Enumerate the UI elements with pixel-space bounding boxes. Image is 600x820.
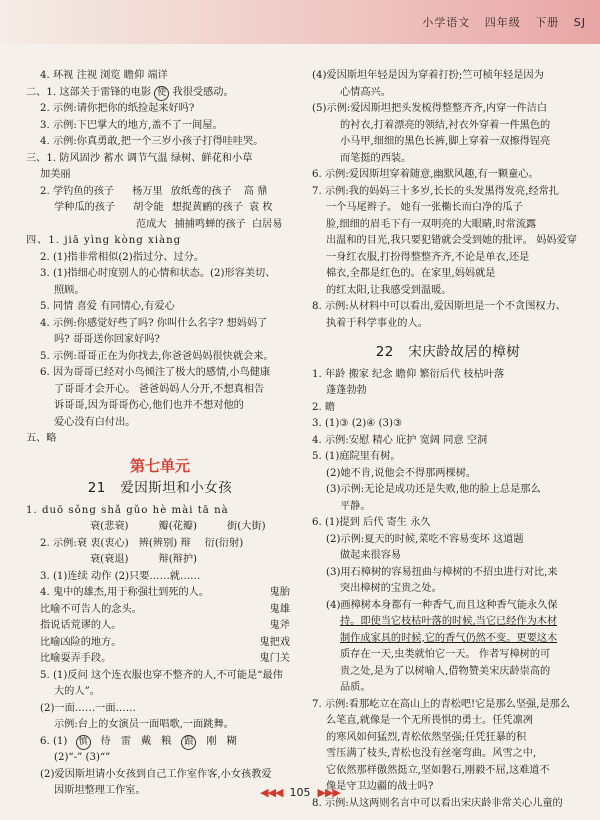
- answer-line: 6. 因为哥哥已经对小鸟倾注了极大的感情,小鸟健康: [40, 367, 271, 378]
- page-header: [412, 14, 586, 30]
- answer-line: 平静。: [340, 500, 371, 512]
- answer-line: (4)画樟树本身都有一种香气,而且这种香气能永久保: [326, 599, 558, 611]
- answer-line: 4. 示例:你真勇敢,把一个三岁小孩子打得哇哇哭。: [40, 136, 264, 147]
- option-char: 跟: [181, 735, 196, 750]
- answer-line: 雪压满了枝头,青松也没有丝毫弯曲。风雪之中,: [326, 748, 537, 759]
- char-group-row: 衰(悲衰) 瓣(花瓣) 街(大街): [90, 521, 266, 532]
- matching-row: 2. 学钓鱼的孩子 杨万里 放纸鸢的孩子 高 鼎: [40, 185, 268, 197]
- answer-line: 示例:台上的女演员一面唱歌,一面跳舞。: [54, 719, 234, 730]
- answer-line: 制作成家具的时候,它的香气仍然不变。更要这木: [340, 632, 558, 644]
- answer-line: 一个马尾辫子。 她有一张椭长而白净的瓜子: [326, 202, 523, 213]
- answer-line: (2)一面……一面……: [40, 702, 136, 714]
- answer-line: 4. 环视 注视 浏览 瞻仰 端详: [40, 70, 168, 81]
- answer-line: 蓬蓬勃勃: [326, 385, 367, 396]
- answer-line: 6. (1)提到 后代 寄生 永久: [312, 517, 431, 528]
- answer-line: 的红太阳,让我感受到温暖。: [326, 284, 452, 296]
- answer-line: 因斯坦整理工作室。: [54, 785, 146, 796]
- answer-line: 3. (1)连续 动作 (2)只要……就……: [40, 570, 201, 582]
- answer-line: 脸,细细的眉毛下有一双明亮的大眼睛,时常流露: [326, 218, 537, 230]
- option-char: 刚: [206, 735, 217, 747]
- option-char: 待: [100, 735, 111, 747]
- answer-line: 2. 瞻: [312, 401, 336, 413]
- char-group-row: 2. 示例:衰 衷(衷心) 辨(辨别) 辩 衍(衍射): [40, 537, 244, 549]
- matching-row: 4. 鬼中的雄杰,用于称强壮到死的人。 鬼胎: [40, 587, 290, 598]
- answer-line: 持。即使当它枝枯叶落的时候,当它已经作为木材: [340, 616, 558, 627]
- answer-line: (2)“-” (3)“”: [54, 752, 111, 763]
- answer-line: 照顾。: [54, 284, 85, 296]
- header-subject: 小学语文: [422, 16, 471, 29]
- answer-line: (3)示例:无论是成功还是失败,他的脸上总是那么: [326, 484, 541, 495]
- answer-line: 5. (1)反问 这个连衣服也穿不整齐的人,不可能是“最伟: [40, 669, 283, 681]
- answer-line: 爱心没有白付出。: [54, 416, 136, 428]
- answer-line: 突出樟树的宝贵之处。: [340, 583, 442, 594]
- answer-line: 7. 示例:看那屹立在高山上的青松吧!它是那么坚强,是那么: [312, 698, 571, 710]
- page-number: 105: [289, 786, 311, 799]
- lesson-number: 21: [87, 480, 106, 496]
- option-char: 戴: [141, 735, 152, 747]
- char-circle-row: 6. (1) 慎 待 雷 戴 粮 跟 刚 糊: [26, 734, 294, 751]
- answer-line: 2. (1)指非常相似(2)指过分、过分。: [40, 251, 205, 263]
- matching-row: 范成大 捕捕鸣蝉的孩子 白居易: [136, 218, 283, 230]
- answer-line: 做起来很容易: [340, 550, 402, 561]
- answer-line: 执着于科学事业的人。: [326, 317, 428, 329]
- answer-line: 它依然那样傲然挺立,坚如磐石,刚毅不屈,这难道不: [326, 764, 550, 776]
- char-group-row: 衰(衰退) 辩(辩护): [90, 554, 198, 565]
- prev-arrows-icon: ◀◀◀: [260, 786, 283, 799]
- unit-title: 第七单元: [129, 456, 190, 475]
- answer-line: 诉哥哥,因为哥哥伤心,他们也并不想对他的: [54, 400, 244, 411]
- answer-line: 五、略: [26, 433, 57, 444]
- header-edition: SJ: [573, 16, 586, 29]
- option-char: 雷: [120, 735, 132, 747]
- answer-line: 5. 示例:哥哥正在为你找去,你爸爸妈妈很快就会来。: [40, 350, 274, 362]
- answer-line: 品质。: [340, 682, 371, 693]
- matching-row: 比喻凶险的地方。 鬼把戏: [40, 636, 290, 648]
- answer-line: 4. 示例:安慰 精心 庇护 宽阔 同意 空洞: [312, 434, 488, 446]
- lesson-name: 宋庆龄故居的樟树: [408, 344, 521, 360]
- answer-line: 的寒风如何猛烈,青松依然坚强;任凭狂暴的积: [326, 731, 527, 743]
- lesson-number: 22: [375, 344, 394, 360]
- header-grade: 四年级: [484, 16, 521, 29]
- answer-line: 心情高兴。: [340, 86, 391, 98]
- answer-line: (5)示例:爱因斯坦把头发梳得整整齐齐,内穿一件洁白: [312, 103, 548, 114]
- answer-line: (2)示例:夏天的时候,菜吃不容易变坏 这道题: [326, 533, 524, 545]
- answer-line: 4. 示例:你感觉好些了吗? 你叫什么名字? 想妈妈了: [40, 317, 268, 329]
- answer-line: 吗? 哥哥送你回家好吗?: [54, 334, 160, 345]
- option-char: 慎: [76, 735, 91, 750]
- answer-line: 8. 示例:从这两则名言中可以看出宋庆龄非常关心儿童的: [312, 797, 563, 809]
- lesson-name: 爱因斯坦和小女孩: [120, 480, 233, 496]
- answer-line: 棉衣,全都是红色的。在家里,妈妈就是: [326, 268, 496, 279]
- answer-line: (3)用石樟树的容易扭曲与樟树的不招虫进行对比,来: [326, 566, 558, 578]
- matching-row: 比喻耍弄手段。 鬼门关: [40, 653, 290, 664]
- matching-row: 指说话荒谬的人。 鬼斧: [40, 620, 290, 631]
- answer-line: 3. 示例:下巴掌大的地方,盖不了一间屋。: [40, 119, 223, 131]
- answer-line: 8. 示例:从材料中可以看出,爱因斯坦是一个不贪图权力、: [312, 301, 566, 312]
- char-list: [71, 736, 242, 747]
- answer-line: 一身红衣服,打扮得整整齐齐,不论是单衣,还是: [326, 251, 530, 263]
- answer-line: 四、1. jiā yìng kòng xiàng: [26, 235, 182, 246]
- lesson-title: [312, 344, 584, 361]
- answer-line: 6. 示例:爱因斯坦穿着随意,幽默风趣,有一颗童心。: [312, 169, 539, 180]
- answer-line: 3. (1)③ (2)④ (3)③: [312, 418, 403, 429]
- answer-line: 加美丽: [40, 169, 71, 180]
- answer-line: 5. 同情 喜爱 有同情心,有爱心: [40, 301, 175, 312]
- answer-line: 3. (1)指细心时度别人的心情和状态。(2)形容美切、: [40, 268, 276, 279]
- answer-line: 的衬衣,打着漂亮的领结,衬衣外穿着一件黑色的: [340, 119, 551, 131]
- answer-line: 了哥哥才会开心。 爸爸妈妈人分开,不想真相告: [54, 383, 265, 395]
- answer-line: 像是守卫边疆的战士吗?: [326, 781, 434, 792]
- option-char: 糊: [226, 735, 237, 747]
- circled-char: 使: [154, 86, 169, 101]
- matching-row: 学种瓜的孩子 胡令能 想捉黄鹂的孩子 袁 枚: [54, 202, 273, 213]
- answer-line: 二、1. 这部关于雷锋的电影 使 我很受感动。: [26, 85, 294, 102]
- left-column: [26, 68, 294, 800]
- answer-line: (2)她不肯,说他会不得那两棵树。: [326, 467, 477, 479]
- answer-line: 7. 示例:我的妈妈三十多岁,长长的头发黑得发亮,经常扎: [312, 185, 559, 197]
- answer-line: 贵之处,是为了以树喻人,借物赞美宋庆龄崇高的: [340, 665, 551, 677]
- answer-line: 么笔直,就像是一个无所畏惧的勇士。任凭凛冽: [326, 715, 533, 726]
- next-arrows-icon: ▶▶▶: [317, 786, 340, 799]
- answer-line: 质存在一天,虫类就怕它一天。 作者写樟树的可: [340, 649, 551, 660]
- answer-line: 大的人”。: [54, 686, 100, 697]
- lesson-title: [26, 480, 294, 497]
- right-column: [312, 68, 584, 812]
- page-footer: [0, 786, 600, 799]
- answer-line: 5. (1)庭院里有树。: [312, 451, 401, 462]
- header-volume: 下册: [535, 16, 560, 29]
- matching-row: 比喻不可告人的念头。 鬼雄: [40, 603, 290, 615]
- answer-line: (4)爱因斯坦年轻是因为穿着打扮;竺可桢年轻是因为: [312, 70, 544, 81]
- option-char: 粮: [161, 735, 172, 747]
- answer-line: 1. 年龄 搬家 纪念 瞻仰 繁衍后代 枝枯叶落: [312, 368, 505, 380]
- answer-line: 2. 示例:请你把你的纸捡起来好吗?: [40, 103, 195, 114]
- answer-line: (2)爱因斯坦请小女孩到自己工作室作客,小女孩教爱: [40, 768, 272, 780]
- answer-line: 出温和的目光,我只要犯错就会受到她的批评。 妈妈爱穿: [326, 235, 577, 246]
- answer-line: 小马甲,细细的黑色长裤,脚上穿着一双擦得锃亮: [340, 136, 551, 147]
- answer-line: 三、1. 防风固沙 蓄水 调节气温 绿树、鲜花和小草: [26, 152, 253, 164]
- answer-line: 1. duō sǒng shǎ gǔo hè mài tā nà: [26, 504, 229, 516]
- answer-line: 而笔挺的西装。: [340, 152, 412, 164]
